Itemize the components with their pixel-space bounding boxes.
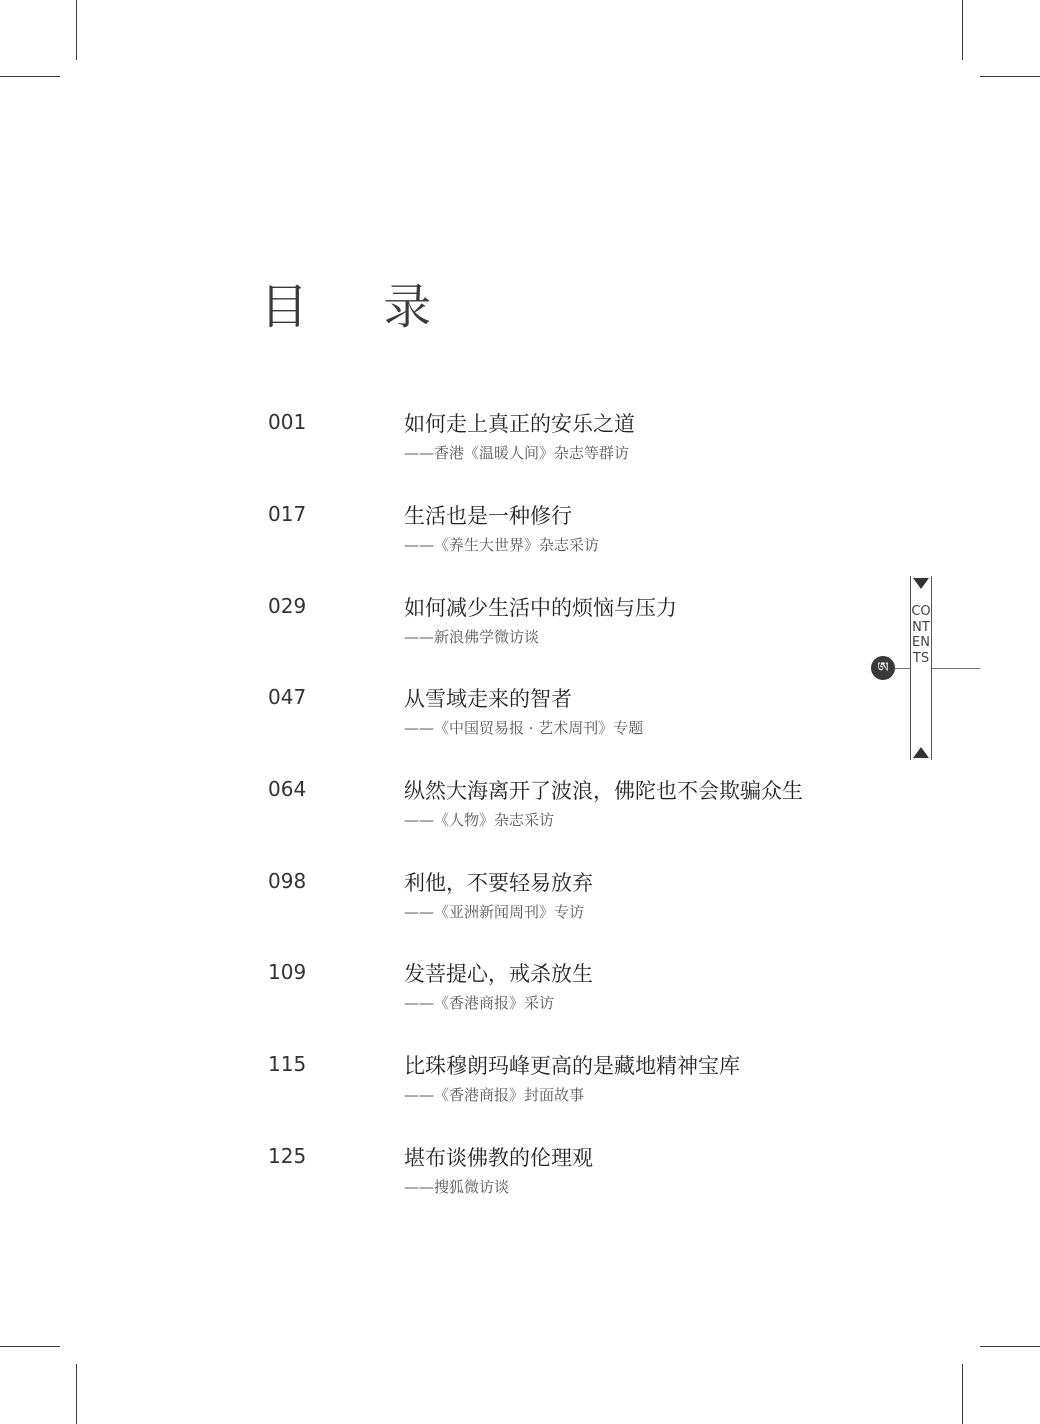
contents-label: CONTENTS [911, 604, 931, 666]
toc-page-number: 125 [268, 1144, 307, 1168]
crop-mark-top-left-vertical [76, 0, 77, 60]
toc-entry[interactable] [0, 960, 900, 1040]
toc-heading: 发菩提心，戒杀放生 [404, 962, 593, 986]
toc-entry[interactable] [0, 777, 900, 857]
tab-connector-line-right [932, 668, 980, 669]
toc-subtitle: ——搜狐微访谈 [404, 1178, 510, 1196]
crop-mark-top-right-horizontal [980, 76, 1040, 77]
toc-heading: 生活也是一种修行 [404, 504, 572, 528]
toc-subtitle: ——新浪佛学微访谈 [404, 628, 540, 646]
triangle-down-icon [913, 578, 929, 589]
crop-mark-bottom-left-vertical [76, 1364, 77, 1424]
crop-mark-bottom-right-horizontal [980, 1346, 1040, 1347]
page-title: 目 录 [260, 279, 462, 335]
crop-mark-bottom-right-vertical [962, 1364, 963, 1424]
toc-page-number: 064 [268, 777, 307, 801]
toc-entry[interactable] [0, 869, 900, 949]
toc-entry[interactable] [0, 410, 900, 490]
toc-heading: 如何减少生活中的烦恼与压力 [404, 596, 677, 620]
toc-entry[interactable] [0, 594, 900, 674]
toc-subtitle: ——《中国贸易报 · 艺术周刊》专题 [404, 719, 644, 737]
toc-entry[interactable] [0, 502, 900, 582]
toc-entry[interactable] [0, 685, 900, 765]
toc-page-number: 098 [268, 869, 307, 893]
toc-heading: 纵然大海离开了波浪，佛陀也不会欺骗众生 [404, 779, 803, 803]
crop-mark-top-left-horizontal [0, 76, 60, 77]
toc-page-number: 115 [268, 1052, 307, 1076]
toc-heading: 如何走上真正的安乐之道 [404, 412, 635, 436]
contents-side-tab [910, 576, 932, 760]
toc-page-number: 001 [268, 410, 307, 434]
toc-page-number: 017 [268, 502, 307, 526]
tab-connector-line-left [895, 668, 910, 669]
toc-subtitle: ——《香港商报》采访 [404, 994, 555, 1012]
triangle-up-icon [913, 747, 929, 758]
toc-heading: 从雪域走来的智者 [404, 687, 572, 711]
toc-heading: 堪布谈佛教的伦理观 [404, 1146, 593, 1170]
toc-subtitle: ——《亚洲新闻周刊》专访 [404, 903, 585, 921]
toc-subtitle: ——香港《温暖人间》杂志等群访 [404, 444, 630, 462]
crop-mark-top-right-vertical [962, 0, 963, 60]
crop-mark-bottom-left-horizontal [0, 1346, 60, 1347]
toc-page-number: 029 [268, 594, 307, 618]
tibetan-ornament-icon: ཨ [871, 656, 895, 680]
toc-entry[interactable] [0, 1052, 900, 1132]
toc-subtitle: ——《养生大世界》杂志采访 [404, 536, 600, 554]
toc-subtitle: ——《香港商报》封面故事 [404, 1086, 585, 1104]
toc-entry[interactable] [0, 1144, 900, 1224]
toc-subtitle: ——《人物》杂志采访 [404, 811, 555, 829]
toc-heading: 比珠穆朗玛峰更高的是藏地精神宝库 [404, 1054, 740, 1078]
toc-page-number: 109 [268, 960, 307, 984]
toc-page-number: 047 [268, 685, 307, 709]
toc-heading: 利他，不要轻易放弃 [404, 871, 593, 895]
